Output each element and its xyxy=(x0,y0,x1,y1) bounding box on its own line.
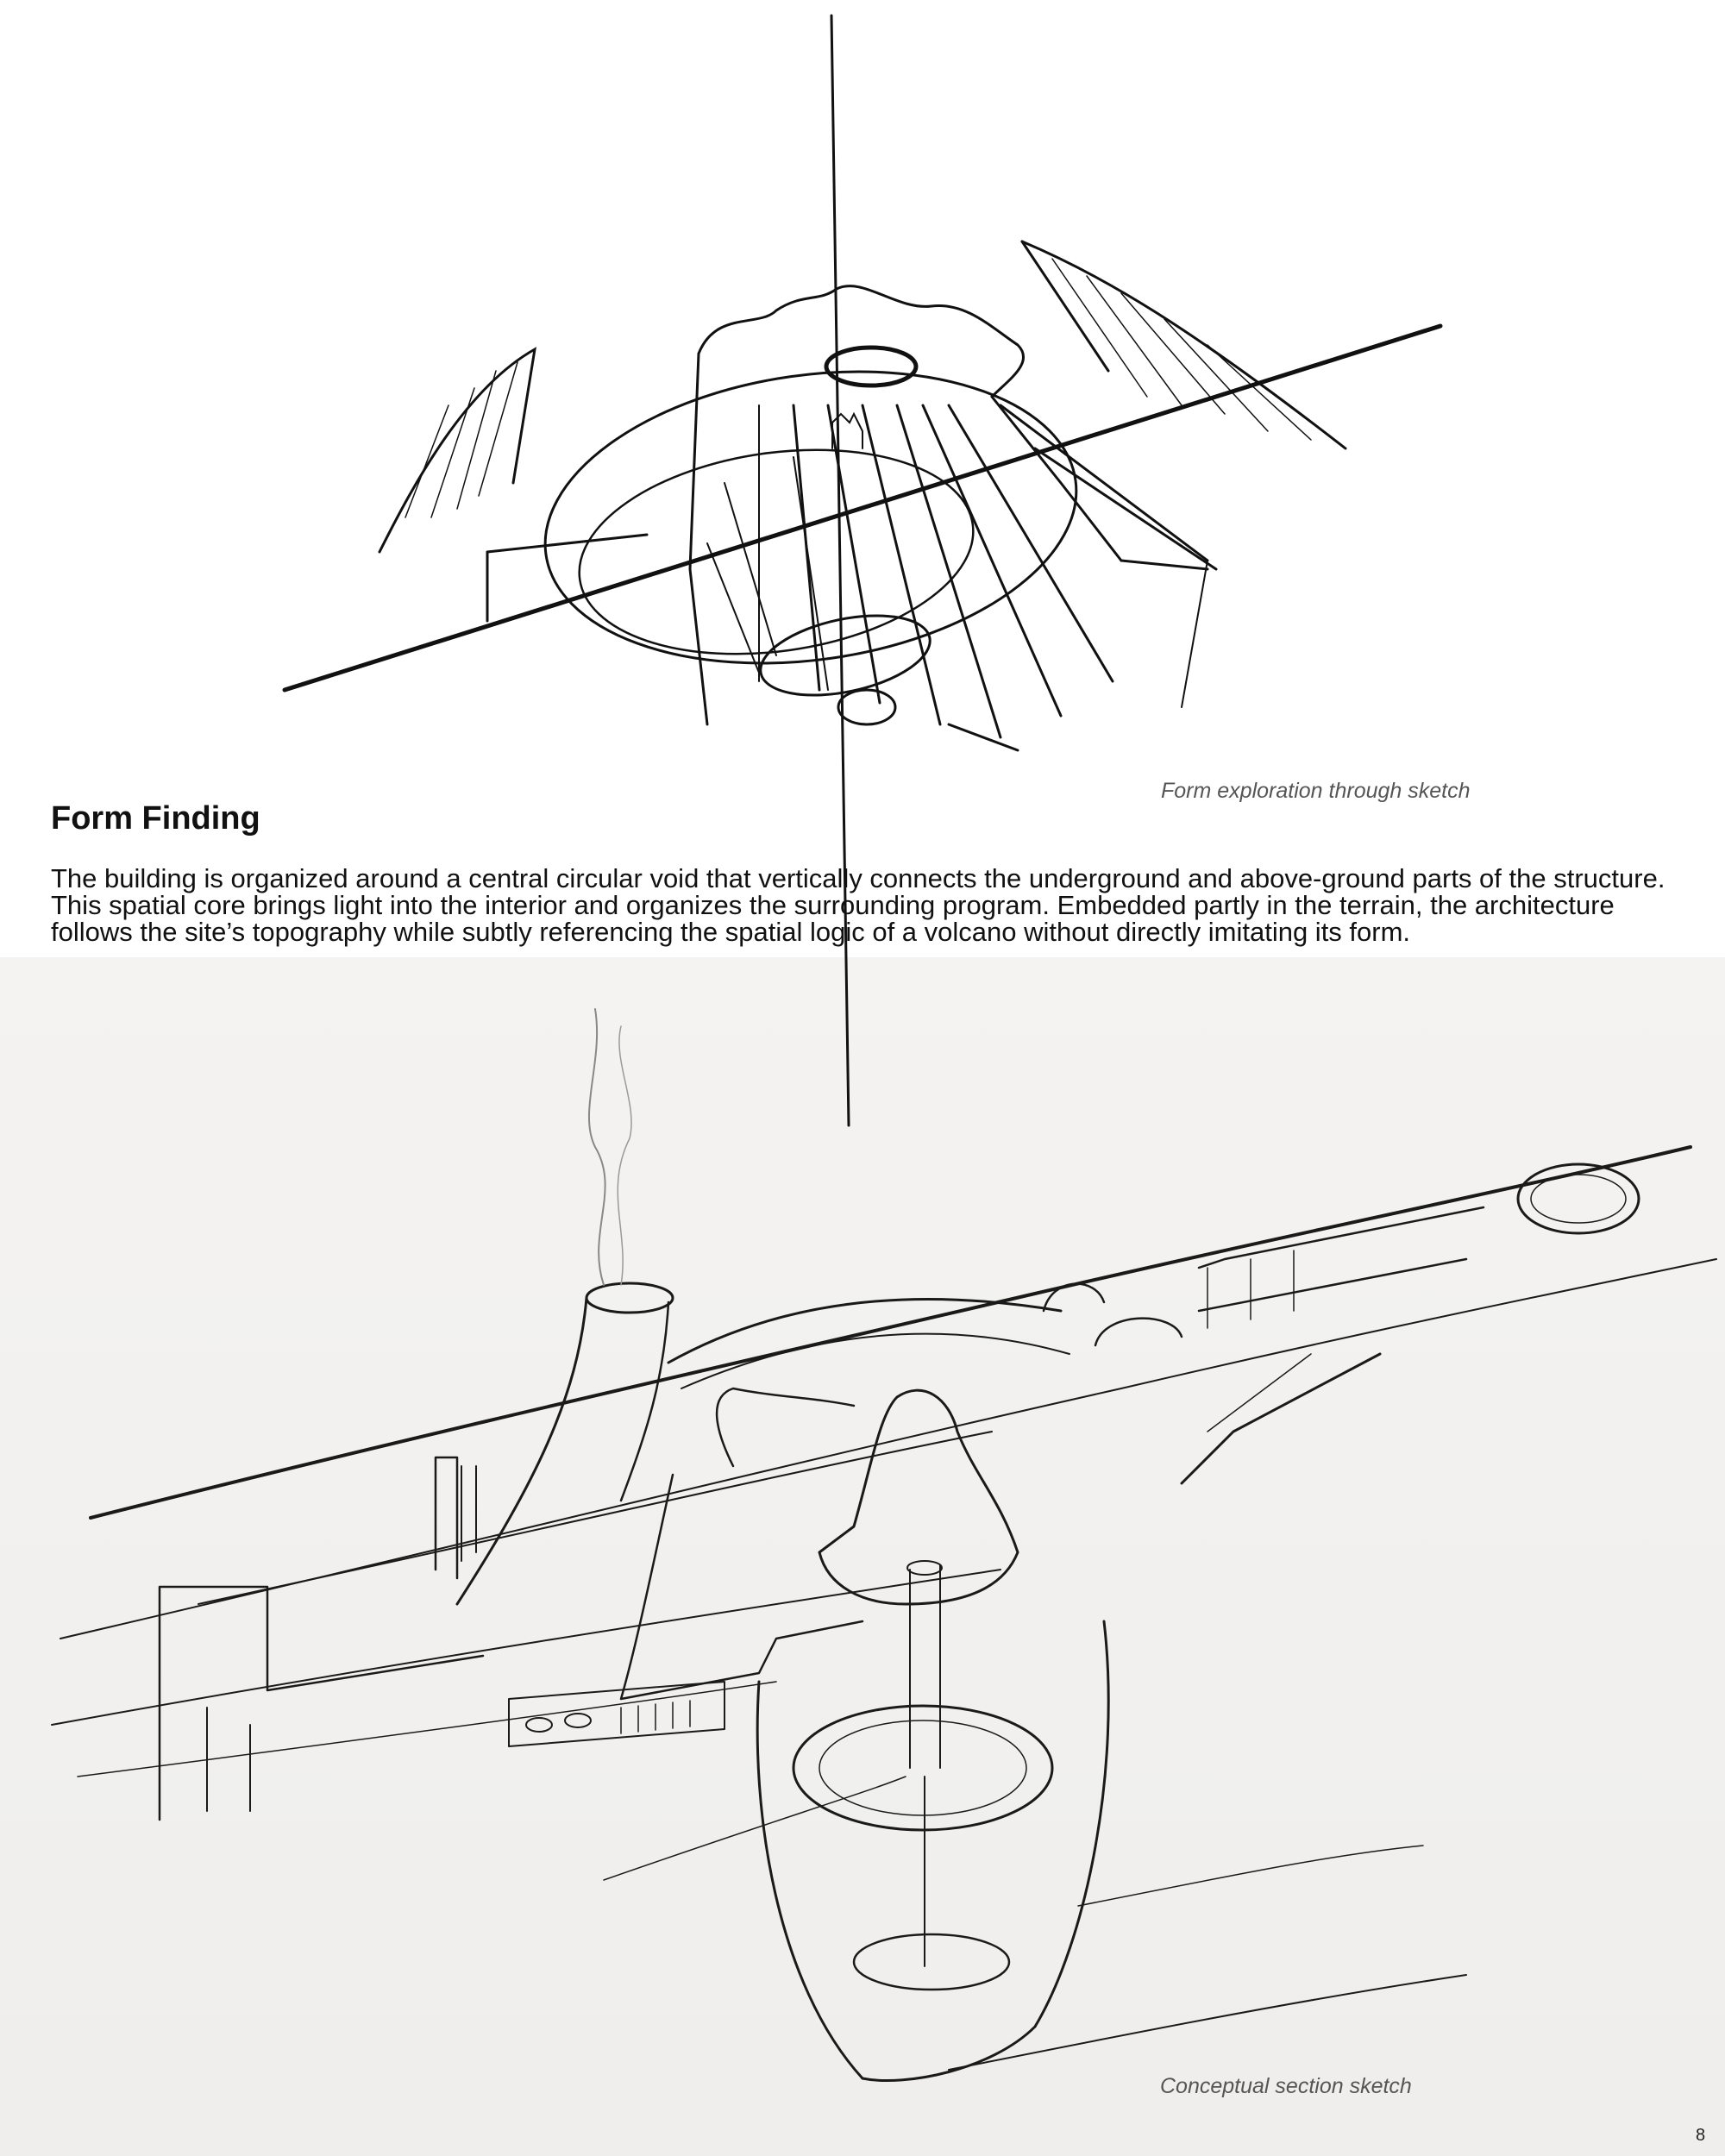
form-exploration-sketch xyxy=(0,0,1725,862)
caption-form-exploration: Form exploration through sketch xyxy=(1161,779,1471,803)
page-number: 8 xyxy=(1696,2126,1706,2145)
section-body-text: The building is organized around a central circular void that vertically connects the underground and above-ground parts of the structure. This spatial core brings light into the interior and organizes the surrounding program. Embedded partly in the terrain, the architecture follows the site’s topography while subtly referencing the spatial logic of a volcano without directly imitating its form. xyxy=(51,863,1665,947)
section-heading: Form Finding xyxy=(51,800,260,837)
caption-conceptual-section: Conceptual section sketch xyxy=(1160,2074,1412,2098)
conceptual-section-sketch xyxy=(0,949,1725,2156)
